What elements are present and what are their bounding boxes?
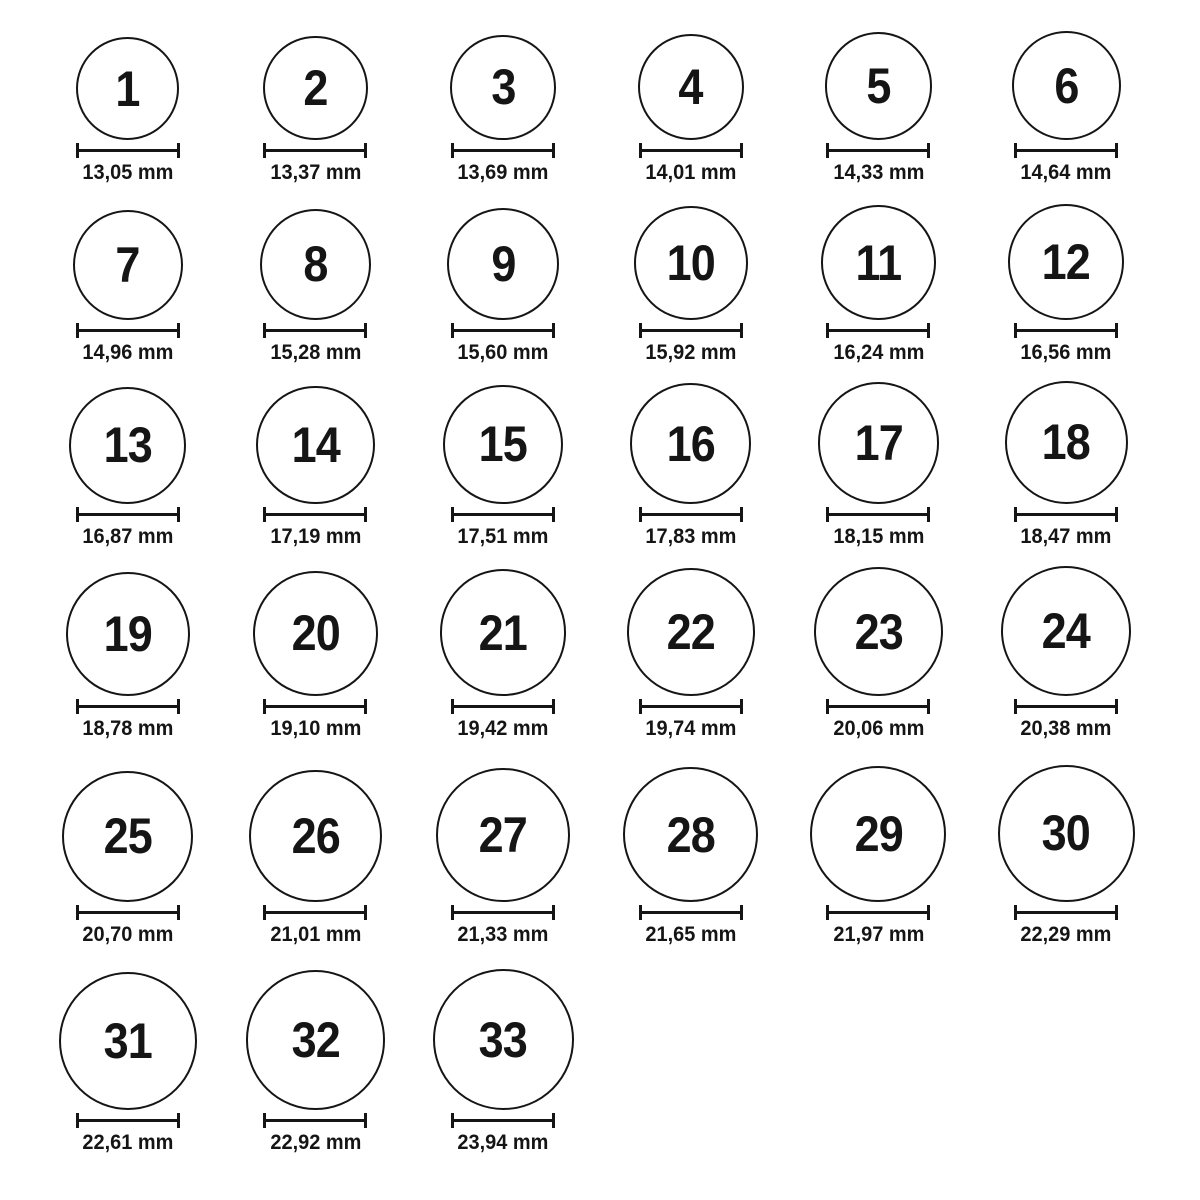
ring-size-number: 11 [855, 234, 902, 291]
ring-size-cell [34, 947, 222, 1155]
diameter-dimension-line [263, 507, 367, 522]
ring-size-number: 31 [103, 1012, 152, 1069]
ring-size-number: 22 [666, 604, 715, 661]
diameter-dimension-line [826, 323, 930, 338]
diameter-label: 17,19 mm [270, 525, 361, 548]
diameter-dimension-line [639, 507, 743, 522]
diameter-label: 15,92 mm [645, 341, 737, 364]
ring-circle [443, 385, 563, 505]
ring-size-number: 6 [1054, 57, 1079, 114]
diameter-dimension-line [639, 323, 743, 338]
ring-size-cell [222, 0, 410, 185]
ring-size-number: 9 [491, 235, 516, 292]
ring-circle [260, 209, 371, 320]
diameter-label: 20,70 mm [82, 923, 174, 946]
diameter-dimension-line [263, 1113, 367, 1128]
diameter-dimension-line [1014, 905, 1118, 920]
ring-size-number: 1 [115, 60, 140, 117]
ring-size-cell [34, 0, 222, 185]
diameter-label: 15,60 mm [457, 341, 549, 364]
ring-circle [433, 969, 574, 1110]
ring-circle [1008, 204, 1124, 320]
ring-size-cell [409, 185, 597, 365]
diameter-dimension-line [76, 699, 180, 714]
diameter-label: 22,29 mm [1020, 923, 1112, 946]
diameter-label: 23,94 mm [457, 1131, 549, 1154]
ring-size-cell [222, 549, 410, 741]
diameter-dimension-line [639, 143, 743, 158]
ring-size-cell [409, 365, 597, 549]
ring-size-cell [222, 365, 410, 549]
ring-size-cell [785, 365, 973, 549]
ring-circle [630, 383, 751, 504]
ring-size-cell [785, 741, 973, 947]
ring-size-number: 2 [303, 59, 328, 116]
ring-circle [73, 210, 183, 320]
diameter-dimension-line [76, 507, 180, 522]
ring-circle [256, 386, 374, 504]
ring-size-cell [785, 185, 973, 365]
diameter-dimension-line [826, 699, 930, 714]
ring-size-number: 17 [854, 415, 903, 472]
ring-size-number: 8 [303, 236, 328, 293]
ring-circle [825, 32, 933, 140]
ring-size-cell [597, 741, 785, 947]
ring-circle [818, 382, 940, 504]
ring-size-cell [34, 185, 222, 365]
diameter-label: 16,24 mm [833, 341, 924, 364]
diameter-dimension-line [639, 905, 743, 920]
diameter-label: 19,42 mm [457, 717, 549, 740]
diameter-label: 19,74 mm [645, 717, 737, 740]
ring-circle [814, 567, 943, 696]
diameter-dimension-line [263, 323, 367, 338]
diameter-label: 21,33 mm [457, 923, 549, 946]
diameter-label: 17,83 mm [645, 525, 737, 548]
ring-size-cell [409, 549, 597, 741]
diameter-dimension-line [451, 143, 555, 158]
ring-size-number: 12 [1042, 234, 1091, 290]
diameter-label: 21,65 mm [645, 923, 737, 946]
ring-size-cell [597, 365, 785, 549]
diameter-label: 16,56 mm [1020, 341, 1112, 364]
ring-size-cell [409, 741, 597, 947]
ring-size-number: 18 [1042, 414, 1091, 471]
ring-circle [440, 569, 567, 696]
ring-circle [810, 766, 946, 902]
diameter-label: 16,87 mm [82, 525, 174, 548]
ring-size-number: 5 [866, 58, 891, 115]
diameter-label: 17,51 mm [457, 525, 549, 548]
diameter-label: 20,06 mm [833, 717, 924, 740]
ring-size-number: 3 [491, 59, 516, 116]
diameter-dimension-line [639, 699, 743, 714]
ring-size-cell [34, 365, 222, 549]
ring-size-cell [785, 549, 973, 741]
ring-size-number: 33 [479, 1011, 528, 1068]
ring-size-cell [972, 185, 1160, 365]
ring-circle [998, 765, 1135, 902]
ring-size-number: 19 [103, 605, 152, 662]
ring-circle [1005, 381, 1128, 504]
ring-size-cell [785, 0, 973, 185]
ring-size-number: 21 [479, 604, 528, 661]
diameter-label: 13,69 mm [457, 161, 549, 184]
diameter-dimension-line [263, 905, 367, 920]
ring-size-cell [34, 549, 222, 741]
ring-size-cell [222, 741, 410, 947]
ring-circle [634, 206, 748, 320]
ring-size-number: 10 [666, 235, 715, 292]
ring-size-cell [972, 365, 1160, 549]
ring-size-number: 26 [291, 807, 340, 864]
ring-size-cell [409, 947, 597, 1155]
ring-circle [263, 36, 367, 140]
ring-size-number: 25 [103, 808, 152, 865]
ring-size-number: 15 [479, 416, 528, 473]
diameter-label: 22,61 mm [82, 1131, 174, 1154]
ring-circle [627, 568, 755, 696]
diameter-dimension-line [1014, 143, 1118, 158]
ring-size-cell [972, 549, 1160, 741]
ring-size-cell [222, 185, 410, 365]
ring-circle [246, 970, 386, 1110]
ring-size-number: 32 [291, 1012, 340, 1069]
ring-circle [76, 37, 179, 140]
ring-circle [253, 571, 378, 696]
diameter-dimension-line [76, 1113, 180, 1128]
ring-size-number: 24 [1042, 602, 1091, 659]
ring-size-number: 4 [678, 58, 703, 115]
ring-size-cell [597, 549, 785, 741]
diameter-label: 13,05 mm [82, 161, 174, 184]
ring-size-cell [972, 741, 1160, 947]
diameter-label: 15,28 mm [270, 341, 361, 364]
ring-size-number: 27 [479, 807, 528, 864]
ring-circle [623, 767, 758, 902]
ring-circle [1012, 31, 1121, 140]
ring-circle [450, 35, 555, 140]
diameter-label: 14,01 mm [645, 161, 737, 184]
ring-circle [436, 768, 570, 902]
diameter-label: 20,38 mm [1020, 717, 1112, 740]
ring-size-number: 30 [1042, 805, 1091, 862]
diameter-dimension-line [263, 143, 367, 158]
ring-size-number: 28 [666, 806, 715, 863]
ring-size-number: 13 [103, 417, 152, 474]
diameter-dimension-line [76, 323, 180, 338]
diameter-dimension-line [451, 507, 555, 522]
diameter-dimension-line [826, 143, 930, 158]
diameter-dimension-line [1014, 699, 1118, 714]
diameter-dimension-line [1014, 507, 1118, 522]
diameter-dimension-line [826, 905, 930, 920]
diameter-label: 18,47 mm [1020, 525, 1112, 548]
ring-size-cell [409, 0, 597, 185]
ring-size-number: 7 [115, 236, 140, 293]
diameter-label: 14,64 mm [1020, 161, 1112, 184]
ring-size-cell [222, 947, 410, 1155]
ring-circle [69, 387, 186, 504]
ring-size-cell [972, 0, 1160, 185]
ring-size-number: 23 [854, 603, 903, 660]
ring-size-cell [597, 185, 785, 365]
diameter-dimension-line [826, 507, 930, 522]
ring-circle [66, 572, 190, 696]
diameter-label: 18,78 mm [82, 717, 174, 740]
diameter-label: 18,15 mm [833, 525, 924, 548]
diameter-dimension-line [76, 143, 180, 158]
ring-size-number: 29 [854, 806, 903, 862]
ring-size-number: 16 [666, 415, 715, 472]
ring-size-number: 20 [291, 605, 340, 662]
diameter-label: 14,96 mm [82, 341, 174, 364]
diameter-label: 21,01 mm [270, 923, 361, 946]
diameter-dimension-line [451, 699, 555, 714]
diameter-label: 13,37 mm [270, 161, 361, 184]
ring-circle [821, 205, 936, 320]
ring-circle [638, 34, 745, 141]
diameter-dimension-line [263, 699, 367, 714]
diameter-dimension-line [451, 323, 555, 338]
ring-circle [447, 208, 559, 320]
ring-size-cell [34, 741, 222, 947]
diameter-label: 14,33 mm [833, 161, 924, 184]
diameter-dimension-line [451, 1113, 555, 1128]
ring-circle [1001, 566, 1131, 696]
ring-circle [59, 972, 197, 1110]
diameter-label: 22,92 mm [270, 1131, 361, 1154]
ring-size-number: 14 [291, 416, 340, 473]
diameter-dimension-line [76, 905, 180, 920]
diameter-dimension-line [451, 905, 555, 920]
ring-circle [249, 770, 382, 903]
diameter-dimension-line [1014, 323, 1118, 338]
ring-size-cell [597, 0, 785, 185]
diameter-label: 21,97 mm [833, 923, 924, 946]
diameter-label: 19,10 mm [270, 717, 361, 740]
ring-circle [62, 771, 193, 902]
